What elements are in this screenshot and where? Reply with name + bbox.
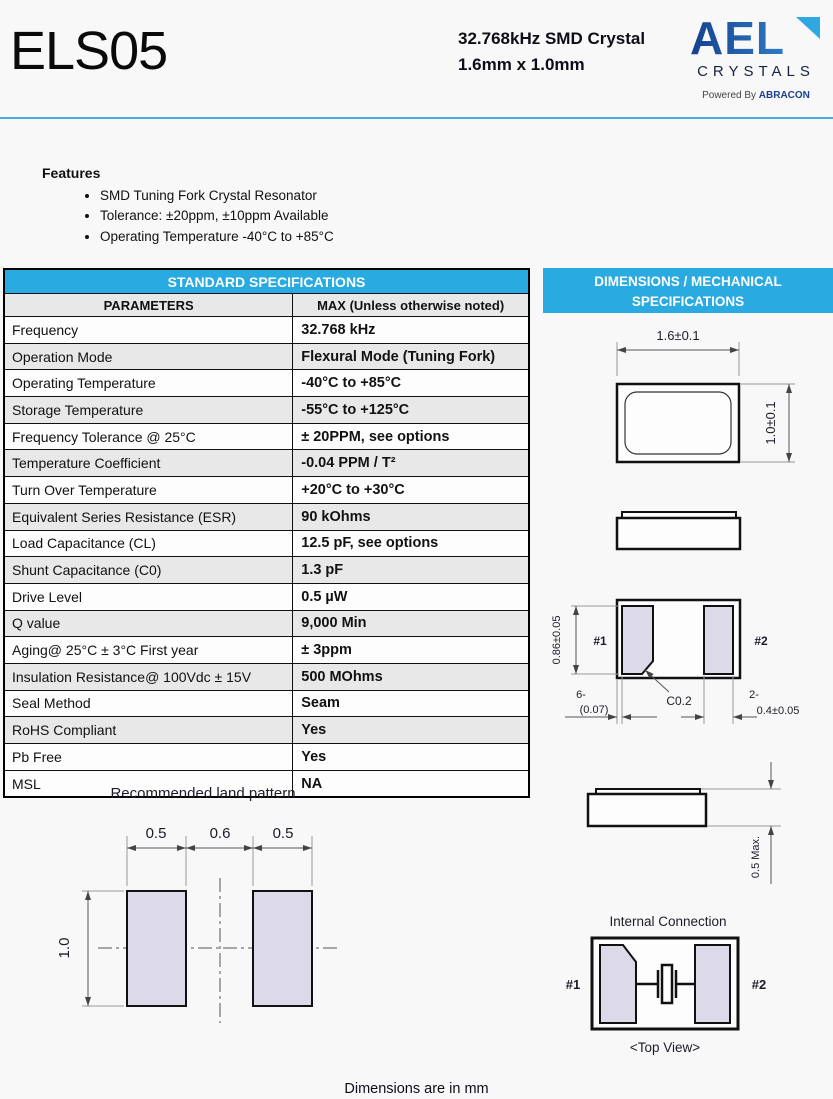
param-cell: Load Capacitance (CL) [4, 530, 293, 557]
pad-count-label: 2- [749, 689, 759, 701]
param-cell: RoHS Compliant [4, 717, 293, 744]
bottom-view-drawing [551, 600, 799, 724]
param-cell: MSL [4, 770, 293, 797]
value-cell: NA [293, 770, 529, 797]
land-pattern-drawing [40, 778, 390, 1058]
ael-logo-icon [690, 14, 822, 60]
pad2-shape [704, 606, 733, 674]
value-cell: -55°C to +125°C [293, 397, 529, 424]
column-header-max: MAX (Unless otherwise noted) [293, 294, 529, 317]
table-row [4, 744, 529, 771]
value-cell: 9,000 Min [293, 610, 529, 637]
pad-width-dim-left: 0.5 [145, 825, 167, 842]
table-title: STANDARD SPECIFICATIONS [4, 269, 529, 294]
features-heading: Features [42, 165, 101, 181]
logo-triangle-icon [796, 17, 820, 39]
param-cell: Insulation Resistance@ 100Vdc ± 15V [4, 663, 293, 690]
param-cell: Turn Over Temperature [4, 477, 293, 504]
max-height-dim: 0.5 Max. [750, 835, 762, 879]
corner-count-label: 6- [576, 689, 586, 701]
mechanical-drawings [543, 316, 833, 1076]
param-cell: Operation Mode [4, 343, 293, 370]
value-cell: Flexural Mode (Tuning Fork) [293, 343, 529, 370]
pad2-shape-2 [695, 945, 730, 1023]
logo-subbrand: CRYSTALS [697, 63, 815, 80]
value-cell: 32.768 kHz [293, 317, 529, 344]
subtitle-line2: 1.6mm x 1.0mm [458, 55, 585, 74]
value-cell: Yes [293, 744, 529, 771]
value-cell: Seam [293, 690, 529, 717]
pad1-shape [622, 606, 653, 674]
feature-item: • Operating Temperature -40°C to +85°C [100, 227, 334, 247]
crystal-symbol [662, 965, 672, 1003]
subtitle-line1: 32.768kHz SMD Crystal [458, 29, 646, 48]
value-cell: -0.04 PPM / T² [293, 450, 529, 477]
value-cell: 12.5 pF, see options [293, 530, 529, 557]
internal-connection-title: Internal Connection [609, 914, 727, 929]
pad-width-dim-right: 0.5 [272, 825, 294, 842]
table-row [4, 610, 529, 637]
features-list [72, 186, 334, 247]
param-cell: Storage Temperature [4, 397, 293, 424]
param-cell: Seal Method [4, 690, 293, 717]
dimensions-heading-line2: SPECIFICATIONS [631, 294, 745, 309]
product-subtitle [458, 26, 645, 78]
dimensions-panel-heading [543, 268, 833, 313]
side-view-drawing [617, 512, 740, 549]
powered-by-prefix: Powered By [702, 90, 759, 101]
param-cell: Operating Temperature [4, 370, 293, 397]
powered-by [683, 90, 829, 101]
pad2-label: #2 [754, 634, 768, 648]
table-row [4, 530, 529, 557]
powered-by-brand: ABRACON [758, 90, 810, 101]
land-pad-left [127, 891, 186, 1006]
param-cell: Temperature Coefficient [4, 450, 293, 477]
terminal2-label: #2 [751, 977, 767, 992]
feature-item: • SMD Tuning Fork Crystal Resonator [100, 186, 334, 206]
base-outline-2 [588, 794, 706, 826]
table-row [4, 503, 529, 530]
param-cell: Frequency Tolerance @ 25°C [4, 423, 293, 450]
param-cell: Pb Free [4, 744, 293, 771]
header-divider [0, 117, 833, 119]
base-outline [617, 518, 740, 549]
units-note: Dimensions are in mm [344, 1081, 489, 1097]
land-pattern-title: Recommended land pattern [110, 785, 296, 802]
body-width-dim: 1.6±0.1 [656, 328, 700, 343]
dimensions-heading-line1: DIMENSIONS / MECHANICAL [594, 274, 782, 289]
standard-specifications-table [3, 268, 530, 798]
page-title: ELS05 [10, 21, 168, 81]
value-cell: -40°C to +85°C [293, 370, 529, 397]
value-cell: 0.5 µW [293, 583, 529, 610]
param-cell: Shunt Capacitance (C0) [4, 557, 293, 584]
table-row [4, 717, 529, 744]
value-cell: 1.3 pF [293, 557, 529, 584]
package-outline [617, 384, 739, 462]
pad1-shape-2 [600, 945, 636, 1023]
table-row [4, 450, 529, 477]
table-row [4, 690, 529, 717]
pad1-label: #1 [593, 634, 607, 648]
table-row [4, 317, 529, 344]
table-row [4, 583, 529, 610]
logo-brand-text: AEL [690, 14, 785, 60]
value-cell: 500 MOhms [293, 663, 529, 690]
table-row [4, 477, 529, 504]
value-cell: ± 20PPM, see options [293, 423, 529, 450]
ael-crystals-logo [683, 14, 829, 101]
value-cell: Yes [293, 717, 529, 744]
param-cell: Frequency [4, 317, 293, 344]
body-height-dim: 1.0±0.1 [763, 401, 778, 445]
table-row [4, 663, 529, 690]
corner-dim-label: (0.07) [579, 704, 609, 716]
table-row [4, 343, 529, 370]
gap-dim: 0.6 [209, 825, 231, 842]
table-row [4, 370, 529, 397]
top-view-drawing [617, 328, 795, 462]
chamfer-dim-label: C0.2 [666, 694, 692, 708]
column-header-parameters: PARAMETERS [4, 294, 293, 317]
param-cell: Equivalent Series Resistance (ESR) [4, 503, 293, 530]
feature-item: • Tolerance: ±20ppm, ±10ppm Available [100, 206, 334, 226]
land-pad-right [253, 891, 312, 1006]
value-cell: +20°C to +30°C [293, 477, 529, 504]
table-row [4, 637, 529, 664]
table-row [4, 397, 529, 424]
param-cell: Aging@ 25°C ± 3°C First year [4, 637, 293, 664]
pad-height-dim: 1.0 [56, 937, 73, 959]
top-view-caption: <Top View> [629, 1040, 701, 1055]
param-cell: Q value [4, 610, 293, 637]
table-row [4, 423, 529, 450]
pad-width-dim: 0.4±0.05 [756, 705, 800, 717]
terminal1-label: #1 [565, 977, 581, 992]
value-cell: 90 kOhms [293, 503, 529, 530]
value-cell: ± 3ppm [293, 637, 529, 664]
table-row [4, 557, 529, 584]
pad-height-dim: 0.86±0.05 [551, 615, 563, 665]
param-cell: Drive Level [4, 583, 293, 610]
internal-connection-drawing [566, 914, 766, 1055]
side-height-drawing [588, 762, 781, 884]
